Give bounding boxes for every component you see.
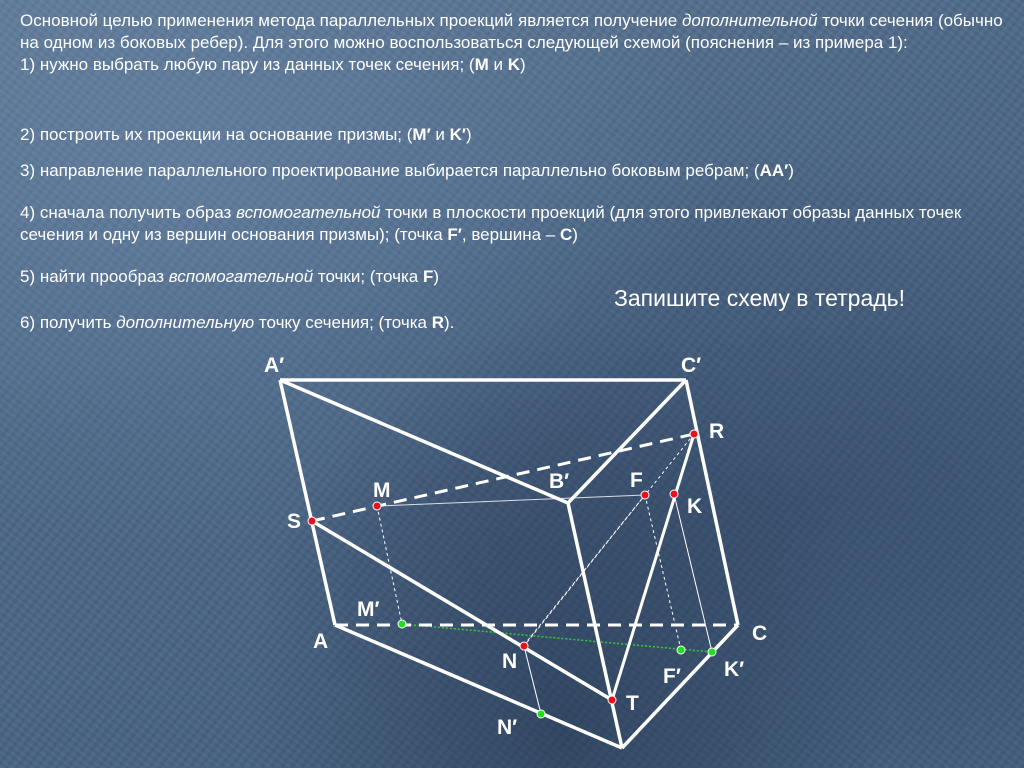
label-f: F <box>630 469 643 492</box>
hidden-edges <box>312 434 738 625</box>
label-k1: K′ <box>724 658 745 681</box>
edge-a1-b1 <box>280 380 568 503</box>
intro-paragraph: Основной целью применения метода параллельных проекций является получение дополнительной точки сечения (обычно на одном из боковых ребер). Для этого можно воспользоваться следующей схемой (пояснения – из примера 1): 1) нужно выбрать любую пару из данных точек сечения; (M и K) <box>20 11 1003 74</box>
label-f1: F′ <box>663 665 681 688</box>
label-c: C <box>752 622 768 645</box>
label-n1: N′ <box>497 716 518 739</box>
label-c1: C′ <box>681 354 702 377</box>
point-r <box>690 430 698 438</box>
label-n: N <box>502 650 518 673</box>
step-6: 6) получить дополнительную точку сечения; (точка R). <box>20 313 455 332</box>
point-n1 <box>537 710 545 718</box>
step-3: 3) направление параллельного проектирование выбирается параллельно боковым ребрам; (AA′) <box>20 161 794 180</box>
edge-a1-a <box>280 380 335 625</box>
label-b1: B′ <box>549 470 570 493</box>
write-down-note: Запишите схему в тетрадь! <box>614 285 906 311</box>
label-m: M <box>373 479 391 502</box>
point-t <box>608 696 616 704</box>
edge-a-b <box>335 625 622 748</box>
label-a: A <box>313 630 329 653</box>
step-5: 5) найти прообраз вспомогательной точки; (точка F) <box>20 267 440 286</box>
point-s <box>308 517 316 525</box>
label-a1: A′ <box>264 354 285 377</box>
step-4: 4) сначала получить образ вспомогательной точки в плоскости проекций (для этого привлекают образы данных точек сечения и одну из вершин основания призмы); (точка F′, вершина – C) <box>20 203 962 244</box>
label-t: T <box>626 692 639 715</box>
label-k: K <box>687 495 703 518</box>
edge-c1-b1 <box>568 380 686 503</box>
label-r: R <box>709 420 725 443</box>
point-m <box>373 502 381 510</box>
point-f1 <box>677 646 685 654</box>
point-k <box>670 490 678 498</box>
step-2: 2) построить их проекции на основание призмы; (M′ и K′) <box>20 125 472 144</box>
projection-line-m <box>377 506 402 624</box>
point-f <box>641 491 649 499</box>
point-n <box>520 642 528 650</box>
base-projection-line <box>402 624 712 652</box>
point-k1 <box>708 648 716 656</box>
construction-lines <box>377 434 712 714</box>
label-s: S <box>287 510 302 533</box>
prism-edges <box>280 380 738 748</box>
label-m1: M′ <box>357 598 380 621</box>
section-r-t <box>612 434 694 700</box>
point-m1 <box>398 620 406 628</box>
